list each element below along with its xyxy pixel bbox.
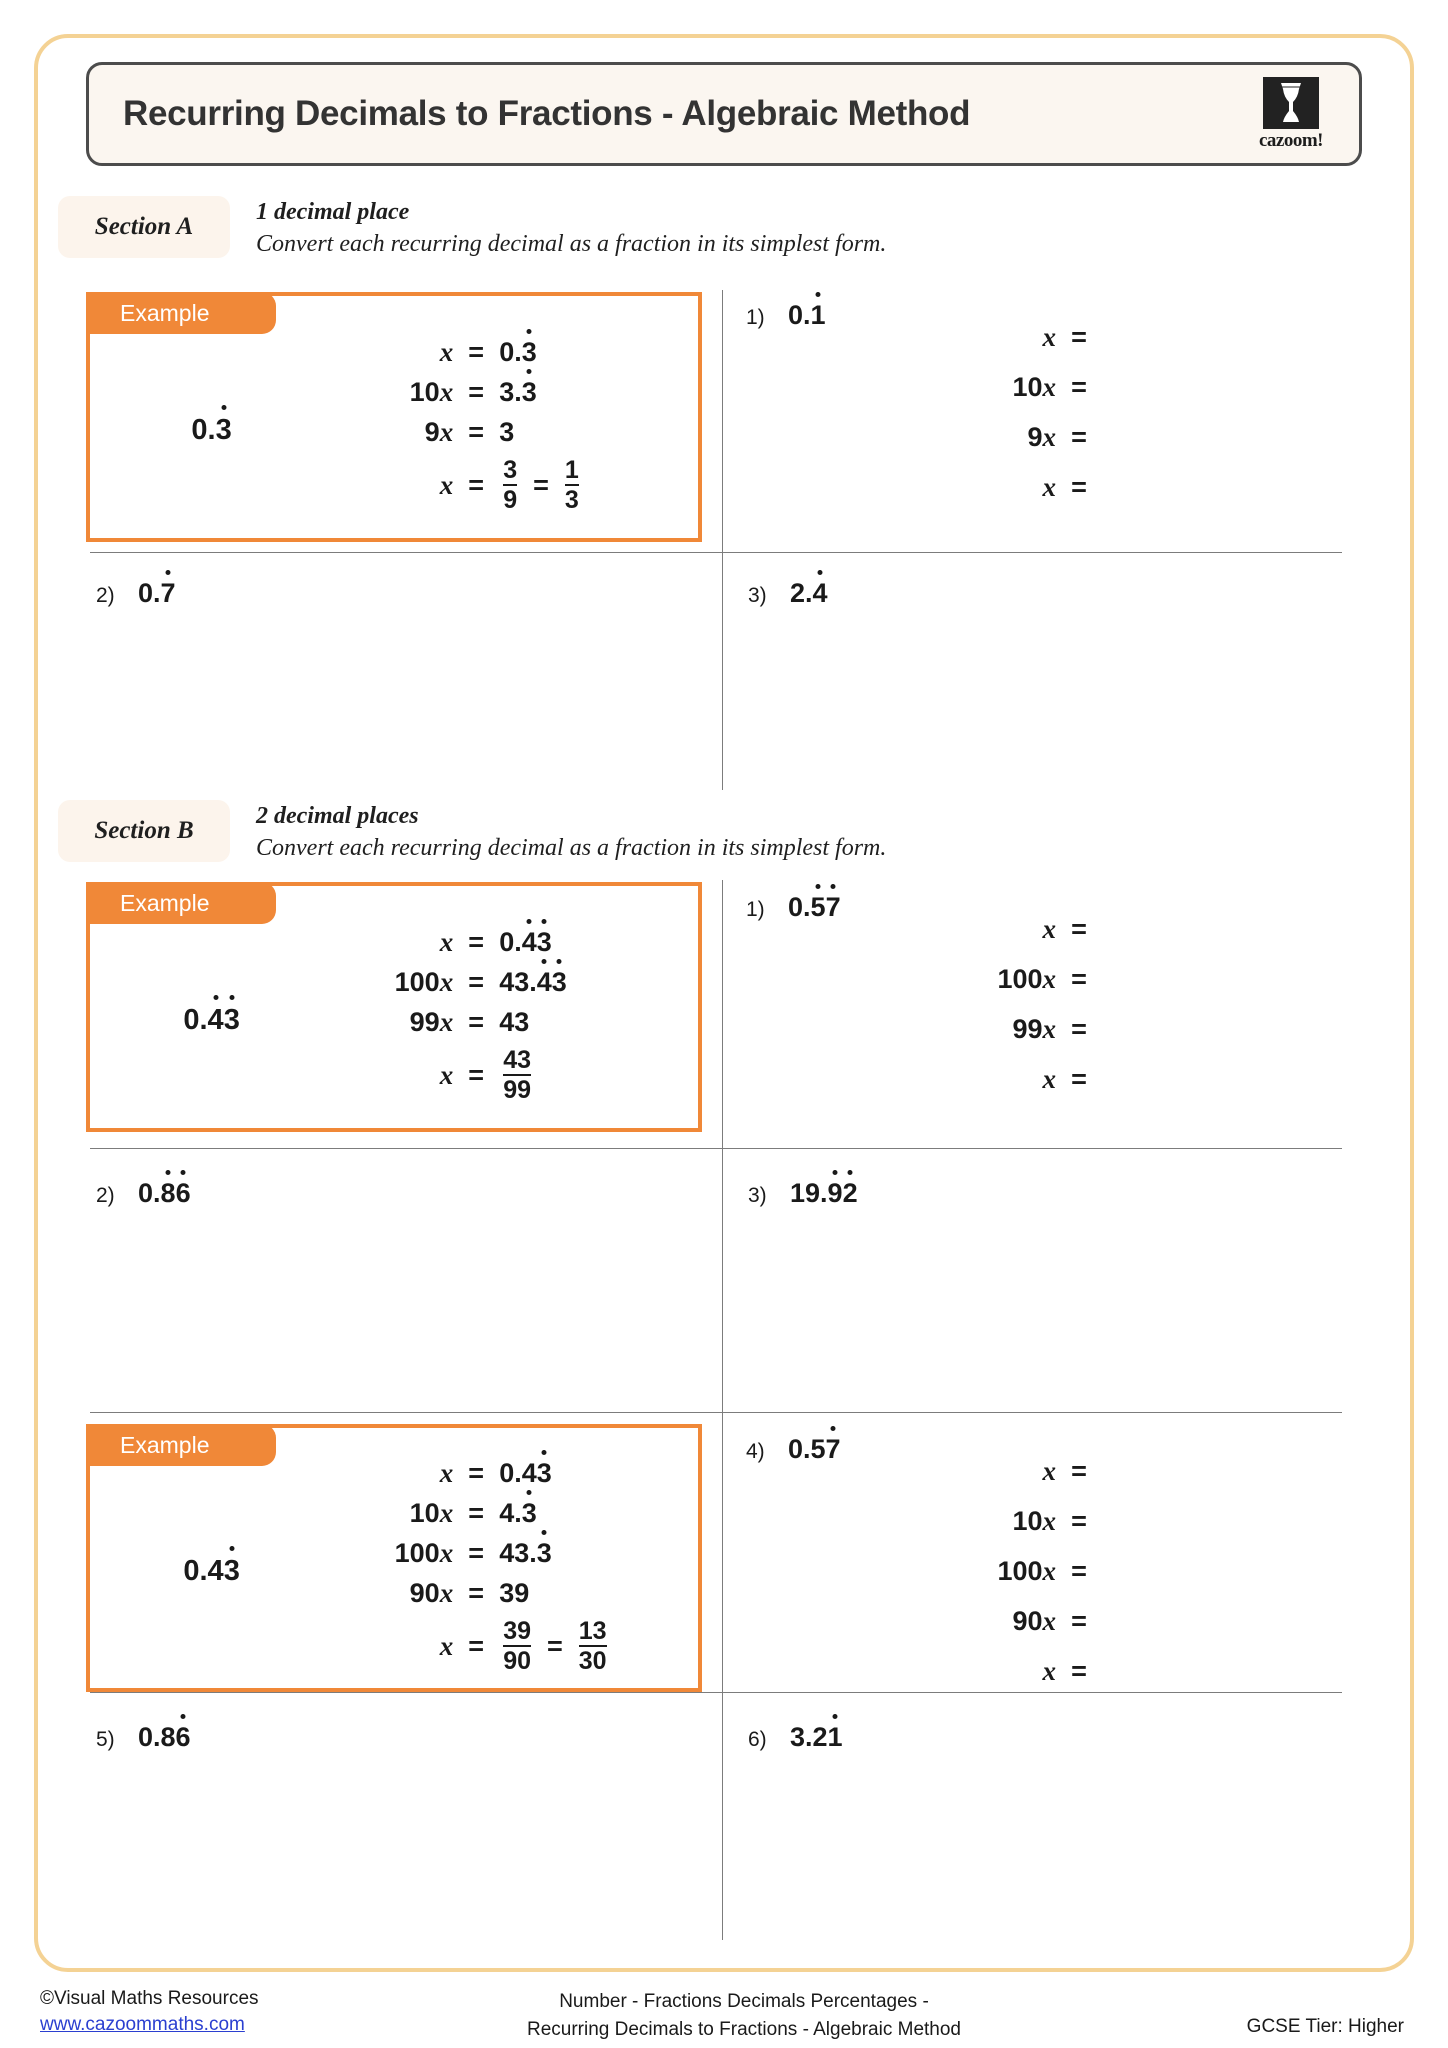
equals-sign: =	[468, 1458, 485, 1489]
recurring-digit: 7	[825, 892, 841, 922]
equals-sign: =	[468, 1007, 485, 1038]
question-b3-number: 3)	[748, 1184, 767, 1207]
page-footer	[0, 1988, 1448, 2043]
row-divider-a	[90, 552, 1342, 553]
question-a3-number: 3)	[748, 584, 767, 607]
variable-x: x	[1042, 1606, 1056, 1636]
answer-step-lhs	[746, 1064, 1056, 1095]
answer-step-lhs: 100x	[997, 964, 1056, 994]
question-b2	[96, 1178, 191, 1209]
question-b2-number: 2)	[96, 1184, 115, 1207]
fraction-numerator: 39	[503, 1617, 531, 1646]
equation-row	[333, 1047, 660, 1103]
footer-topic-line1: Number - Fractions Decimals Percentages -	[559, 1991, 929, 2012]
fraction	[503, 1047, 531, 1103]
equation-rhs: 43	[499, 1007, 530, 1038]
variable-x: x	[1042, 472, 1056, 502]
question-b3-value	[790, 1178, 858, 1209]
equation-rhs: 3	[499, 417, 515, 448]
equals-sign: =	[468, 1578, 485, 1609]
section-b-label: Section B	[58, 800, 230, 862]
question-b2-value	[138, 1178, 191, 1209]
decimal-prefix: 0.	[788, 892, 811, 922]
decimal-prefix: 0.	[499, 927, 522, 958]
fraction-numerator: 43	[503, 1046, 531, 1075]
decimal-prefix: 0.	[138, 578, 161, 608]
section-b-header	[58, 800, 1238, 863]
equation-row	[333, 1538, 660, 1569]
example-card-b2	[86, 1424, 702, 1692]
question-b5-value	[138, 1722, 191, 1753]
recurring-digit: 3	[536, 927, 552, 958]
recurring-digit: 3	[223, 1554, 240, 1587]
recurring-digit: 3	[536, 1538, 552, 1569]
recurring-digit: 2	[842, 1178, 858, 1208]
answer-step-row[interactable]	[746, 1606, 1286, 1637]
question-b4-steps[interactable]	[746, 1456, 1286, 1687]
variable-x: x	[1042, 914, 1056, 944]
recurring-digit: 1	[827, 1722, 843, 1752]
recurring-digit: 3	[521, 337, 537, 368]
section-a-label: Section A	[58, 196, 230, 258]
equation-lhs: 100x	[394, 967, 454, 998]
fraction-denominator: 99	[503, 1075, 531, 1104]
variable-x: x	[1042, 1506, 1056, 1536]
example-b1-value	[183, 1004, 239, 1037]
equation-rhs	[499, 1458, 552, 1489]
decimal-prefix: 3.	[499, 377, 522, 408]
example-b1-working	[333, 902, 698, 1112]
question-b6-value	[790, 1722, 843, 1753]
variable-x: x	[439, 1007, 454, 1038]
copyright-text: ©Visual Maths Resources	[40, 1988, 259, 2009]
equation-row	[333, 1618, 660, 1674]
question-a1-number: 1)	[746, 306, 765, 329]
answer-step-row[interactable]	[746, 1014, 1286, 1045]
row-divider-b1	[90, 1148, 1342, 1149]
recurring-digit: 4	[207, 1003, 224, 1036]
example-tab-b1: Example	[86, 882, 276, 924]
equals-sign: =	[468, 927, 485, 958]
logo-wordmark: cazoom!	[1258, 129, 1324, 151]
question-b5	[96, 1722, 191, 1753]
equation-rhs	[499, 1047, 535, 1103]
equals-sign: =	[468, 1630, 485, 1661]
equation-row	[333, 1007, 660, 1038]
equals-sign: =	[1071, 1656, 1087, 1686]
decimal-prefix: 0.	[788, 300, 811, 330]
equals-sign: =	[468, 967, 485, 998]
variable-x: x	[1042, 1064, 1056, 1094]
variable-x: x	[439, 1498, 454, 1529]
question-a2	[96, 578, 176, 609]
equation-row	[333, 337, 660, 368]
example-card-b1	[86, 882, 702, 1132]
equation-lhs: 100x	[394, 1538, 454, 1569]
equation-lhs: 10x	[409, 377, 454, 408]
recurring-digit: 9	[827, 1178, 843, 1208]
equation-row	[333, 377, 660, 408]
equation-lhs: 10x	[409, 1498, 454, 1529]
answer-step-lhs: 100x	[997, 1556, 1056, 1586]
variable-x: x	[439, 1538, 454, 1569]
equals-sign: =	[1071, 422, 1087, 452]
fraction-numerator: 3	[503, 456, 518, 485]
recurring-digit: 6	[175, 1722, 191, 1752]
equation-rhs: 39	[499, 1578, 530, 1609]
equation-lhs	[333, 1631, 453, 1662]
question-a1	[746, 300, 1286, 522]
decimal-prefix: 2.	[790, 578, 813, 608]
example-b2-working	[333, 1433, 698, 1683]
question-a2-number: 2)	[96, 584, 115, 607]
equals-sign: =	[1071, 372, 1087, 402]
recurring-digit: 7	[160, 578, 176, 608]
equation-lhs	[333, 1458, 453, 1489]
variable-x: x	[439, 1458, 454, 1489]
equation-lhs: 99x	[409, 1007, 454, 1038]
decimal-prefix: 0.	[183, 1003, 208, 1036]
recurring-digit: 3	[536, 1458, 552, 1489]
equation-rhs	[499, 927, 552, 958]
djembe-drum-icon	[1263, 77, 1319, 129]
answer-step-lhs: 10x	[1012, 1506, 1056, 1536]
equation-row	[333, 1498, 660, 1529]
variable-x: x	[1042, 1014, 1056, 1044]
equation-row	[333, 417, 660, 448]
answer-step-row[interactable]	[746, 322, 1286, 353]
answer-step-row[interactable]	[746, 1064, 1286, 1095]
question-b4-number: 4)	[746, 1440, 765, 1463]
variable-x: x	[439, 469, 454, 500]
recurring-digit: 3	[521, 1498, 537, 1529]
fraction-numerator: 1	[564, 456, 579, 485]
decimal-prefix: 43.	[499, 1538, 537, 1569]
equation-lhs	[333, 470, 453, 501]
recurring-digit: 4	[521, 927, 537, 958]
question-a2-value	[138, 578, 176, 609]
page-title: Recurring Decimals to Fractions - Algebraic Method	[123, 94, 971, 133]
variable-x: x	[1042, 422, 1056, 452]
recurring-digit: 4	[812, 578, 828, 608]
equation-row	[333, 967, 660, 998]
answer-step-lhs: 99x	[1012, 1014, 1056, 1044]
variable-x: x	[1042, 1656, 1056, 1686]
decimal-prefix: 19.	[790, 1178, 828, 1208]
recurring-digit: 8	[160, 1178, 176, 1208]
cazoom-logo	[1245, 73, 1337, 155]
answer-step-lhs: 90x	[1012, 1606, 1056, 1636]
equation-lhs	[333, 1060, 453, 1091]
equals-sign: =	[468, 469, 485, 500]
question-a1-steps[interactable]	[746, 322, 1286, 503]
recurring-digit: 6	[175, 1178, 191, 1208]
section-b-subtitle: 2 decimal places	[256, 803, 419, 829]
recurring-digit: 4	[536, 967, 552, 998]
equals-sign: =	[1071, 1014, 1087, 1044]
recurring-digit: 1	[810, 300, 826, 330]
column-divider-b	[722, 880, 723, 1940]
example-tab-a: Example	[86, 292, 276, 334]
equation-lhs	[333, 927, 453, 958]
footer-topic-line2: Recurring Decimals to Fractions - Algebraic Method	[526, 2018, 961, 2040]
equation-rhs	[499, 1618, 610, 1674]
equals-sign: =	[547, 1630, 563, 1661]
answer-step-lhs	[746, 914, 1056, 945]
variable-x: x	[439, 927, 454, 958]
recurring-digit: 3	[223, 1003, 240, 1036]
fraction	[503, 1618, 531, 1674]
question-b6	[748, 1722, 843, 1753]
equation-rhs	[499, 1538, 552, 1569]
example-b2-value	[183, 1555, 239, 1588]
answer-step-row[interactable]	[746, 472, 1286, 503]
equals-sign: =	[468, 337, 485, 368]
decimal-prefix: 0.	[191, 413, 216, 446]
footer-centre	[420, 1988, 1068, 2043]
question-a3-value	[790, 578, 828, 609]
variable-x: x	[1042, 1456, 1056, 1486]
question-b5-number: 5)	[96, 1728, 115, 1751]
equals-sign: =	[468, 1059, 485, 1090]
variable-x: x	[1042, 964, 1056, 994]
answer-step-row[interactable]	[746, 1556, 1286, 1587]
section-a-subtitle: 1 decimal place	[256, 199, 410, 225]
section-a-description: Convert each recurring decimal as a fraction in its simplest form.	[256, 231, 887, 258]
variable-x: x	[439, 1578, 454, 1609]
recurring-digit: 3	[521, 377, 537, 408]
equals-sign: =	[1071, 322, 1087, 352]
answer-step-lhs	[746, 1456, 1056, 1487]
decimal-prefix: 0.4	[183, 1554, 224, 1587]
equation-lhs: 9x	[424, 417, 454, 448]
row-divider-b2	[90, 1412, 1342, 1413]
question-a3	[748, 578, 828, 609]
example-card-a	[86, 292, 702, 542]
variable-x: x	[439, 1630, 454, 1661]
equals-sign: =	[1071, 1456, 1087, 1486]
question-b6-number: 6)	[748, 1728, 767, 1751]
equals-sign: =	[533, 469, 549, 500]
recurring-digit: 7	[825, 1434, 841, 1464]
variable-x: x	[439, 967, 454, 998]
decimal-prefix: 0.	[499, 337, 522, 368]
equation-lhs	[333, 337, 453, 368]
equals-sign: =	[468, 1538, 485, 1569]
variable-x: x	[1042, 322, 1056, 352]
decimal-prefix: 0.8	[138, 1722, 176, 1752]
answer-step-lhs: 9x	[1027, 422, 1056, 452]
example-a-working	[333, 312, 698, 522]
answer-step-lhs	[746, 1656, 1056, 1687]
equals-sign: =	[468, 417, 485, 448]
fraction-denominator: 90	[503, 1646, 531, 1675]
decimal-prefix: 0.5	[788, 1434, 826, 1464]
equals-sign: =	[1071, 472, 1087, 502]
answer-step-lhs	[746, 472, 1056, 503]
footer-left	[0, 1988, 420, 2036]
variable-x: x	[1042, 1556, 1056, 1586]
fraction-denominator: 9	[503, 485, 518, 514]
question-b1-number: 1)	[746, 898, 765, 921]
equation-row	[333, 927, 660, 958]
equals-sign: =	[1071, 1606, 1087, 1636]
section-b-description: Convert each recurring decimal as a fraction in its simplest form.	[256, 835, 887, 862]
equals-sign: =	[1071, 1506, 1087, 1536]
question-b4	[746, 1434, 1286, 1706]
answer-step-row[interactable]	[746, 1506, 1286, 1537]
variable-x: x	[439, 1059, 454, 1090]
equation-rhs	[499, 967, 567, 998]
answer-step-row[interactable]	[746, 1656, 1286, 1687]
decimal-prefix: 0.	[138, 1178, 161, 1208]
variable-x: x	[439, 377, 454, 408]
recurring-digit: 3	[551, 967, 567, 998]
drum-glyph	[1276, 81, 1306, 125]
equals-sign: =	[1071, 1556, 1087, 1586]
decimal-prefix: 4.	[499, 1498, 522, 1529]
column-divider-a	[722, 290, 723, 790]
variable-x: x	[439, 417, 454, 448]
question-b1	[746, 892, 1286, 1114]
answer-step-row[interactable]	[746, 422, 1286, 453]
fraction-denominator: 3	[564, 485, 579, 514]
decimal-prefix: 0.4	[499, 1458, 537, 1489]
equals-sign: =	[468, 377, 485, 408]
equation-rhs	[499, 377, 537, 408]
answer-step-lhs: 10x	[1012, 372, 1056, 402]
answer-step-row[interactable]	[746, 964, 1286, 995]
recurring-digit: 3	[215, 413, 232, 446]
equals-sign: =	[468, 1498, 485, 1529]
equation-row	[333, 1458, 660, 1489]
question-b1-steps[interactable]	[746, 914, 1286, 1095]
equation-rhs	[499, 337, 537, 368]
recurring-digit: 5	[810, 892, 826, 922]
question-b3	[748, 1178, 858, 1209]
fraction-numerator: 13	[578, 1617, 607, 1646]
decimal-prefix: 43.	[499, 967, 537, 998]
fraction	[503, 457, 517, 513]
answer-step-lhs	[746, 322, 1056, 353]
section-a-header	[58, 196, 1238, 259]
equation-rhs	[499, 1498, 537, 1529]
example-tab-b2: Example	[86, 1424, 276, 1466]
variable-x: x	[1042, 372, 1056, 402]
fraction	[579, 1618, 607, 1674]
equation-row	[333, 1578, 660, 1609]
equals-sign: =	[1071, 914, 1087, 944]
worksheet-title-bar	[86, 62, 1362, 166]
footer-tier: GCSE Tier: Higher	[1246, 2016, 1404, 2037]
decimal-prefix: 3.2	[790, 1722, 828, 1752]
equals-sign: =	[1071, 964, 1087, 994]
equation-rhs	[499, 457, 583, 513]
equation-row	[333, 457, 660, 513]
website-link[interactable]: www.cazoommaths.com	[40, 2014, 245, 2035]
equals-sign: =	[1071, 1064, 1087, 1094]
variable-x: x	[439, 337, 454, 368]
answer-step-row[interactable]	[746, 372, 1286, 403]
example-a-value	[191, 414, 231, 447]
equation-lhs: 90x	[409, 1578, 454, 1609]
fraction-denominator: 30	[578, 1646, 607, 1675]
fraction	[565, 457, 579, 513]
